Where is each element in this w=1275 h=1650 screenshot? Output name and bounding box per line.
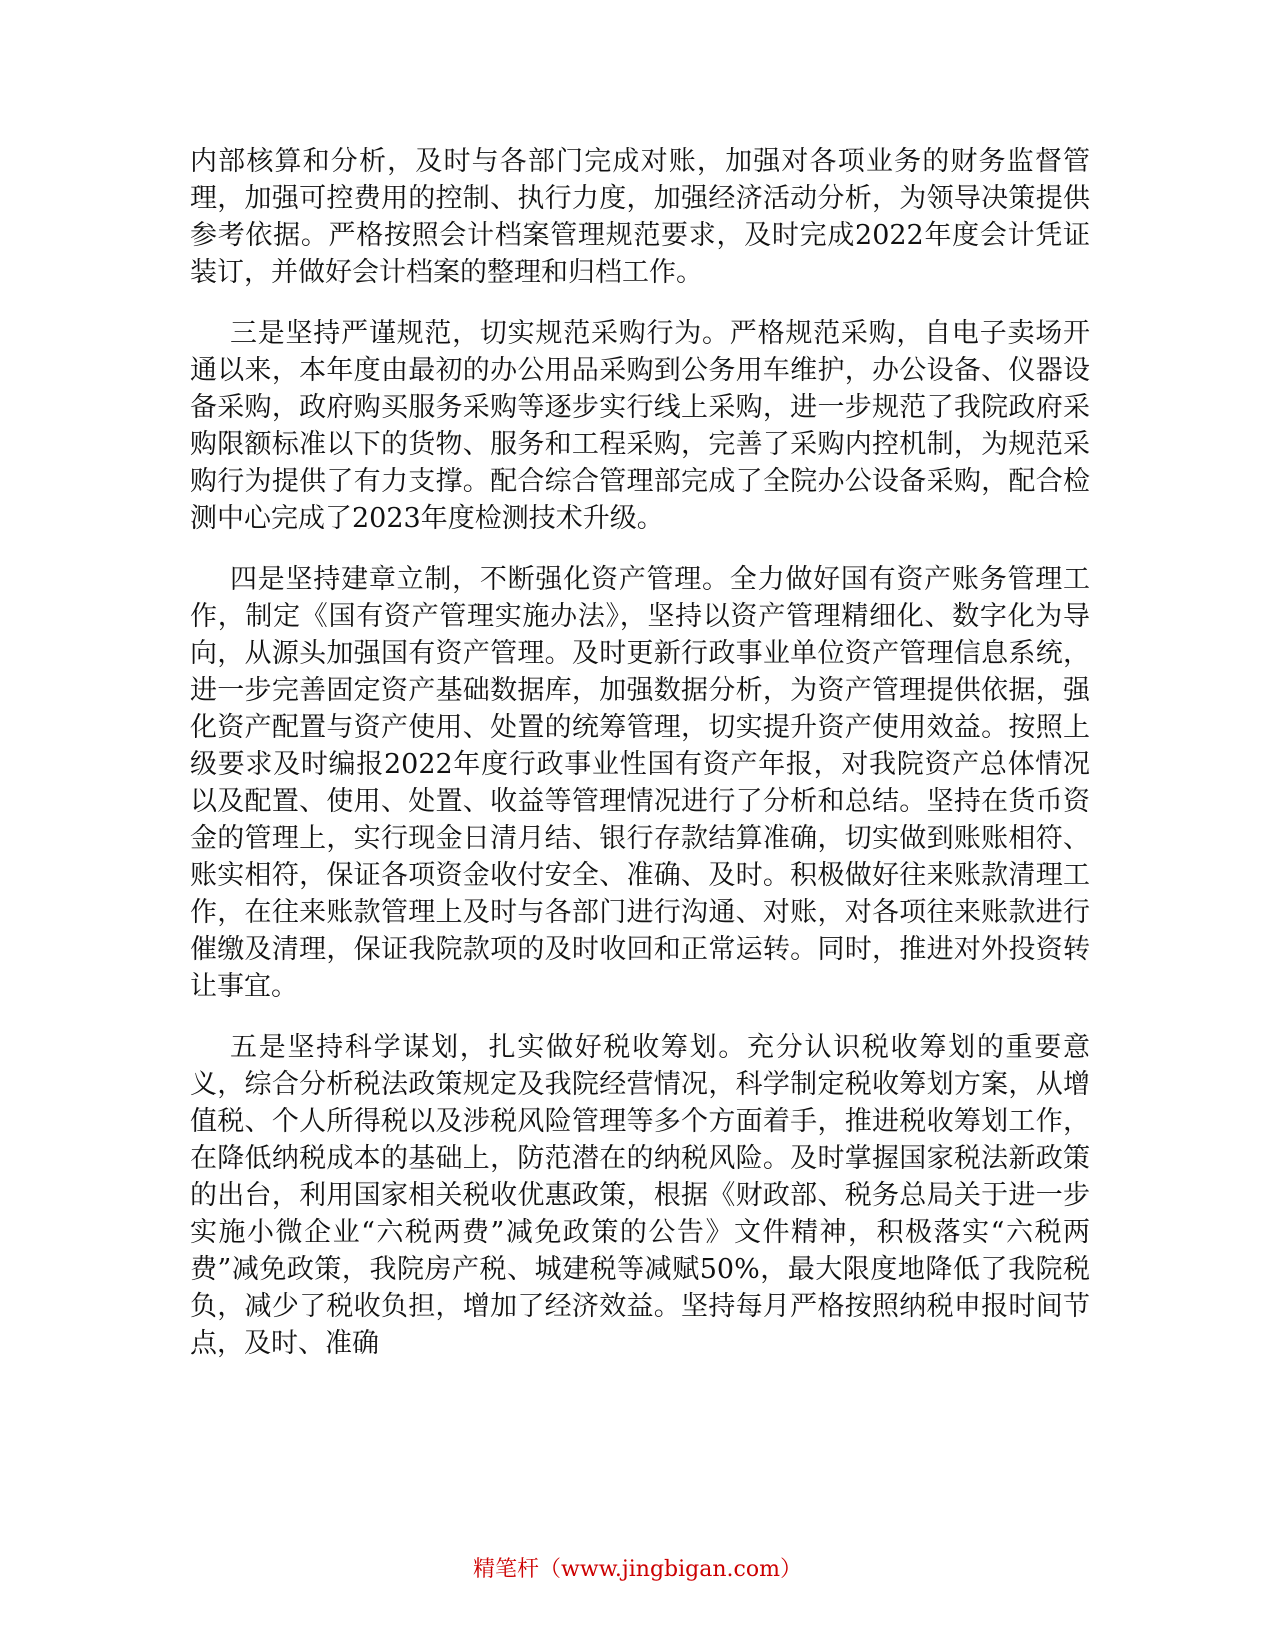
paragraph-procurement: 三是坚持严谨规范，切实规范采购行为。严格规范采购，自电子卖场开通以来，本年度由最初的办公用品采购到公务用车维护，办公设备、仪器设备采购，政府购买服务采购等逐步实行线上采购，进一步规范了我院政府采购限额标准以下的货物、服务和工程采购，完善了采购内控机制，为规范采购行为提供了有力支撑。配合综合管理部完成了全院办公设备采购，配合检测中心完成了2023年度检测技术升级。 — [190, 318, 1090, 534]
page-footer-watermark: 精笔杆（www.jingbigan.com） — [473, 1557, 802, 1582]
document-body — [190, 143, 1090, 1386]
paragraph-asset-management: 四是坚持建章立制，不断强化资产管理。全力做好国有资产账务管理工作，制定《国有资产管理实施办法》，坚持以资产管理精细化、数字化为导向，从源头加强国有资产管理。及时更新行政事业单位资产管理信息系统，进一步完善固定资产基础数据库，加强数据分析，为资产管理提供依据，强化资产配置与资产使用、处置的统筹管理，切实提升资产使用效益。按照上级要求及时编报2022年度行政事业性国有资产年报，对我院资产总体情况以及配置、使用、处置、收益等管理情况进行了分析和总结。坚持在货币资金的管理上，实行现金日清月结、银行存款结算准确，切实做到账账相符、账实相符，保证各项资金收付安全、准确、及时。积极做好往来账款清理工作，在往来账款管理上及时与各部门进行沟通、对账，对各项往来账款进行催缴及清理，保证我院款项的及时收回和正常运转。同时，推进对外投资转让事宜。 — [190, 564, 1090, 1002]
paragraph-tax-planning: 五是坚持科学谋划，扎实做好税收筹划。充分认识税收筹划的重要意义，综合分析税法政策规定及我院经营情况，科学制定税收筹划方案，从增值税、个人所得税以及涉税风险管理等多个方面着手，推进税收筹划工作，在降低纳税成本的基础上，防范潜在的纳税风险。及时掌握国家税法新政策的出台，利用国家相关税收优惠政策，根据《财政部、税务总局关于进一步实施小微企业“六税两费”减免政策的公告》文件精神，积极落实“六税两费”减免政策，我院房产税、城建税等减赋50%，最大限度地降低了我院税负，减少了税收负担，增加了经济效益。坚持每月严格按照纳税申报时间节点，及时、准确 — [190, 1032, 1090, 1359]
paragraph-accounting: 内部核算和分析，及时与各部门完成对账，加强对各项业务的财务监督管理，加强可控费用的控制、执行力度，加强经济活动分析，为领导决策提供参考依据。严格按照会计档案管理规范要求，及时完成2022年度会计凭证装订，并做好会计档案的整理和归档工作。 — [190, 146, 1090, 288]
